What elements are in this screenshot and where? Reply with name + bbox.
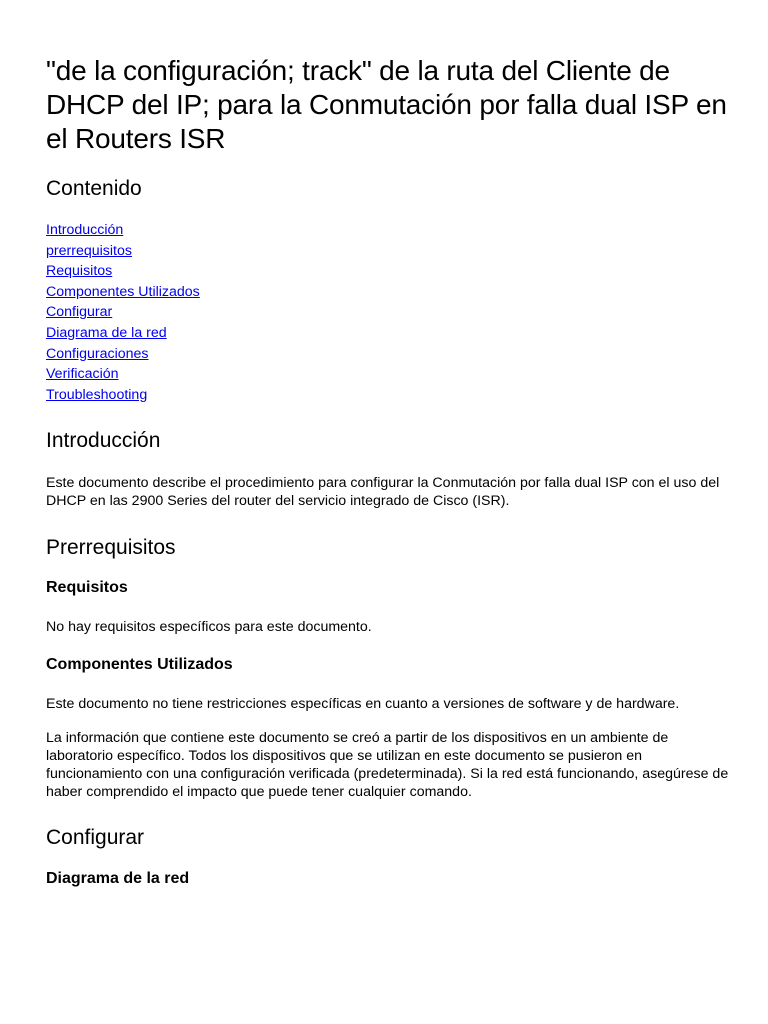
toc-link-configurar[interactable]: Configurar [46,304,113,321]
prerequisites-heading: Prerrequisitos [46,536,176,560]
network-diagram-heading: Diagrama de la red [46,870,190,888]
toc-link-configuraciones[interactable]: Configuraciones [46,345,149,362]
components-heading: Componentes Utilizados [46,656,233,674]
toc-item [46,220,736,241]
toc-link-verificacion[interactable]: Verificación [46,366,119,383]
lab-environment-paragraph: La información que contiene este documento se creó a partir de los dispositivos en un ambiente de laboratorio específico. Todos los dispositivos que se utilizan en este documento se pusieron en funcionamiento con una configuración verificada (predeterminada). Si la red está funcionando, asegúrese de haber comprendido el impacto que puede tener cualquier comando. [46,730,729,801]
toc-link-componentes-utilizados[interactable]: Componentes Utilizados [46,283,200,300]
contents-heading: Contenido [46,177,142,200]
toc-link-troubleshooting[interactable]: Troubleshooting [46,386,148,403]
requirements-paragraph: No hay requisitos específicos para este documento. [46,619,372,636]
toc-item [46,282,736,303]
introduction-paragraph: Este documento describe el procedimiento para configurar la Conmutación por falla dual ISP con el uso del DHCP en las 2900 Series del router del servicio integrado de Cisco (ISR). [46,475,720,510]
configure-heading: Configurar [46,826,145,850]
toc-item [46,241,736,262]
document-title: "de la configuración; track" de la ruta del Cliente de DHCP del IP; para la Conmutación por falla dual ISP en el Routers ISR [46,55,727,154]
components-paragraph: Este documento no tiene restricciones específicas en cuanto a versiones de software y de hardware. [46,696,680,713]
toc-item [46,323,736,344]
introduction-heading: Introducción [46,429,161,453]
toc-item [46,364,736,385]
document-page [46,0,736,889]
toc-item [46,261,736,282]
toc-link-diagrama-de-la-red[interactable]: Diagrama de la red [46,324,167,341]
toc-item [46,344,736,365]
toc-link-requisitos[interactable]: Requisitos [46,263,113,280]
toc-item [46,385,736,406]
requirements-heading: Requisitos [46,579,128,597]
table-of-contents [46,220,736,405]
toc-link-introduccion[interactable]: Introducción [46,222,124,238]
toc-link-prerrequisitos[interactable]: prerrequisitos [46,242,132,259]
toc-item [46,302,736,323]
